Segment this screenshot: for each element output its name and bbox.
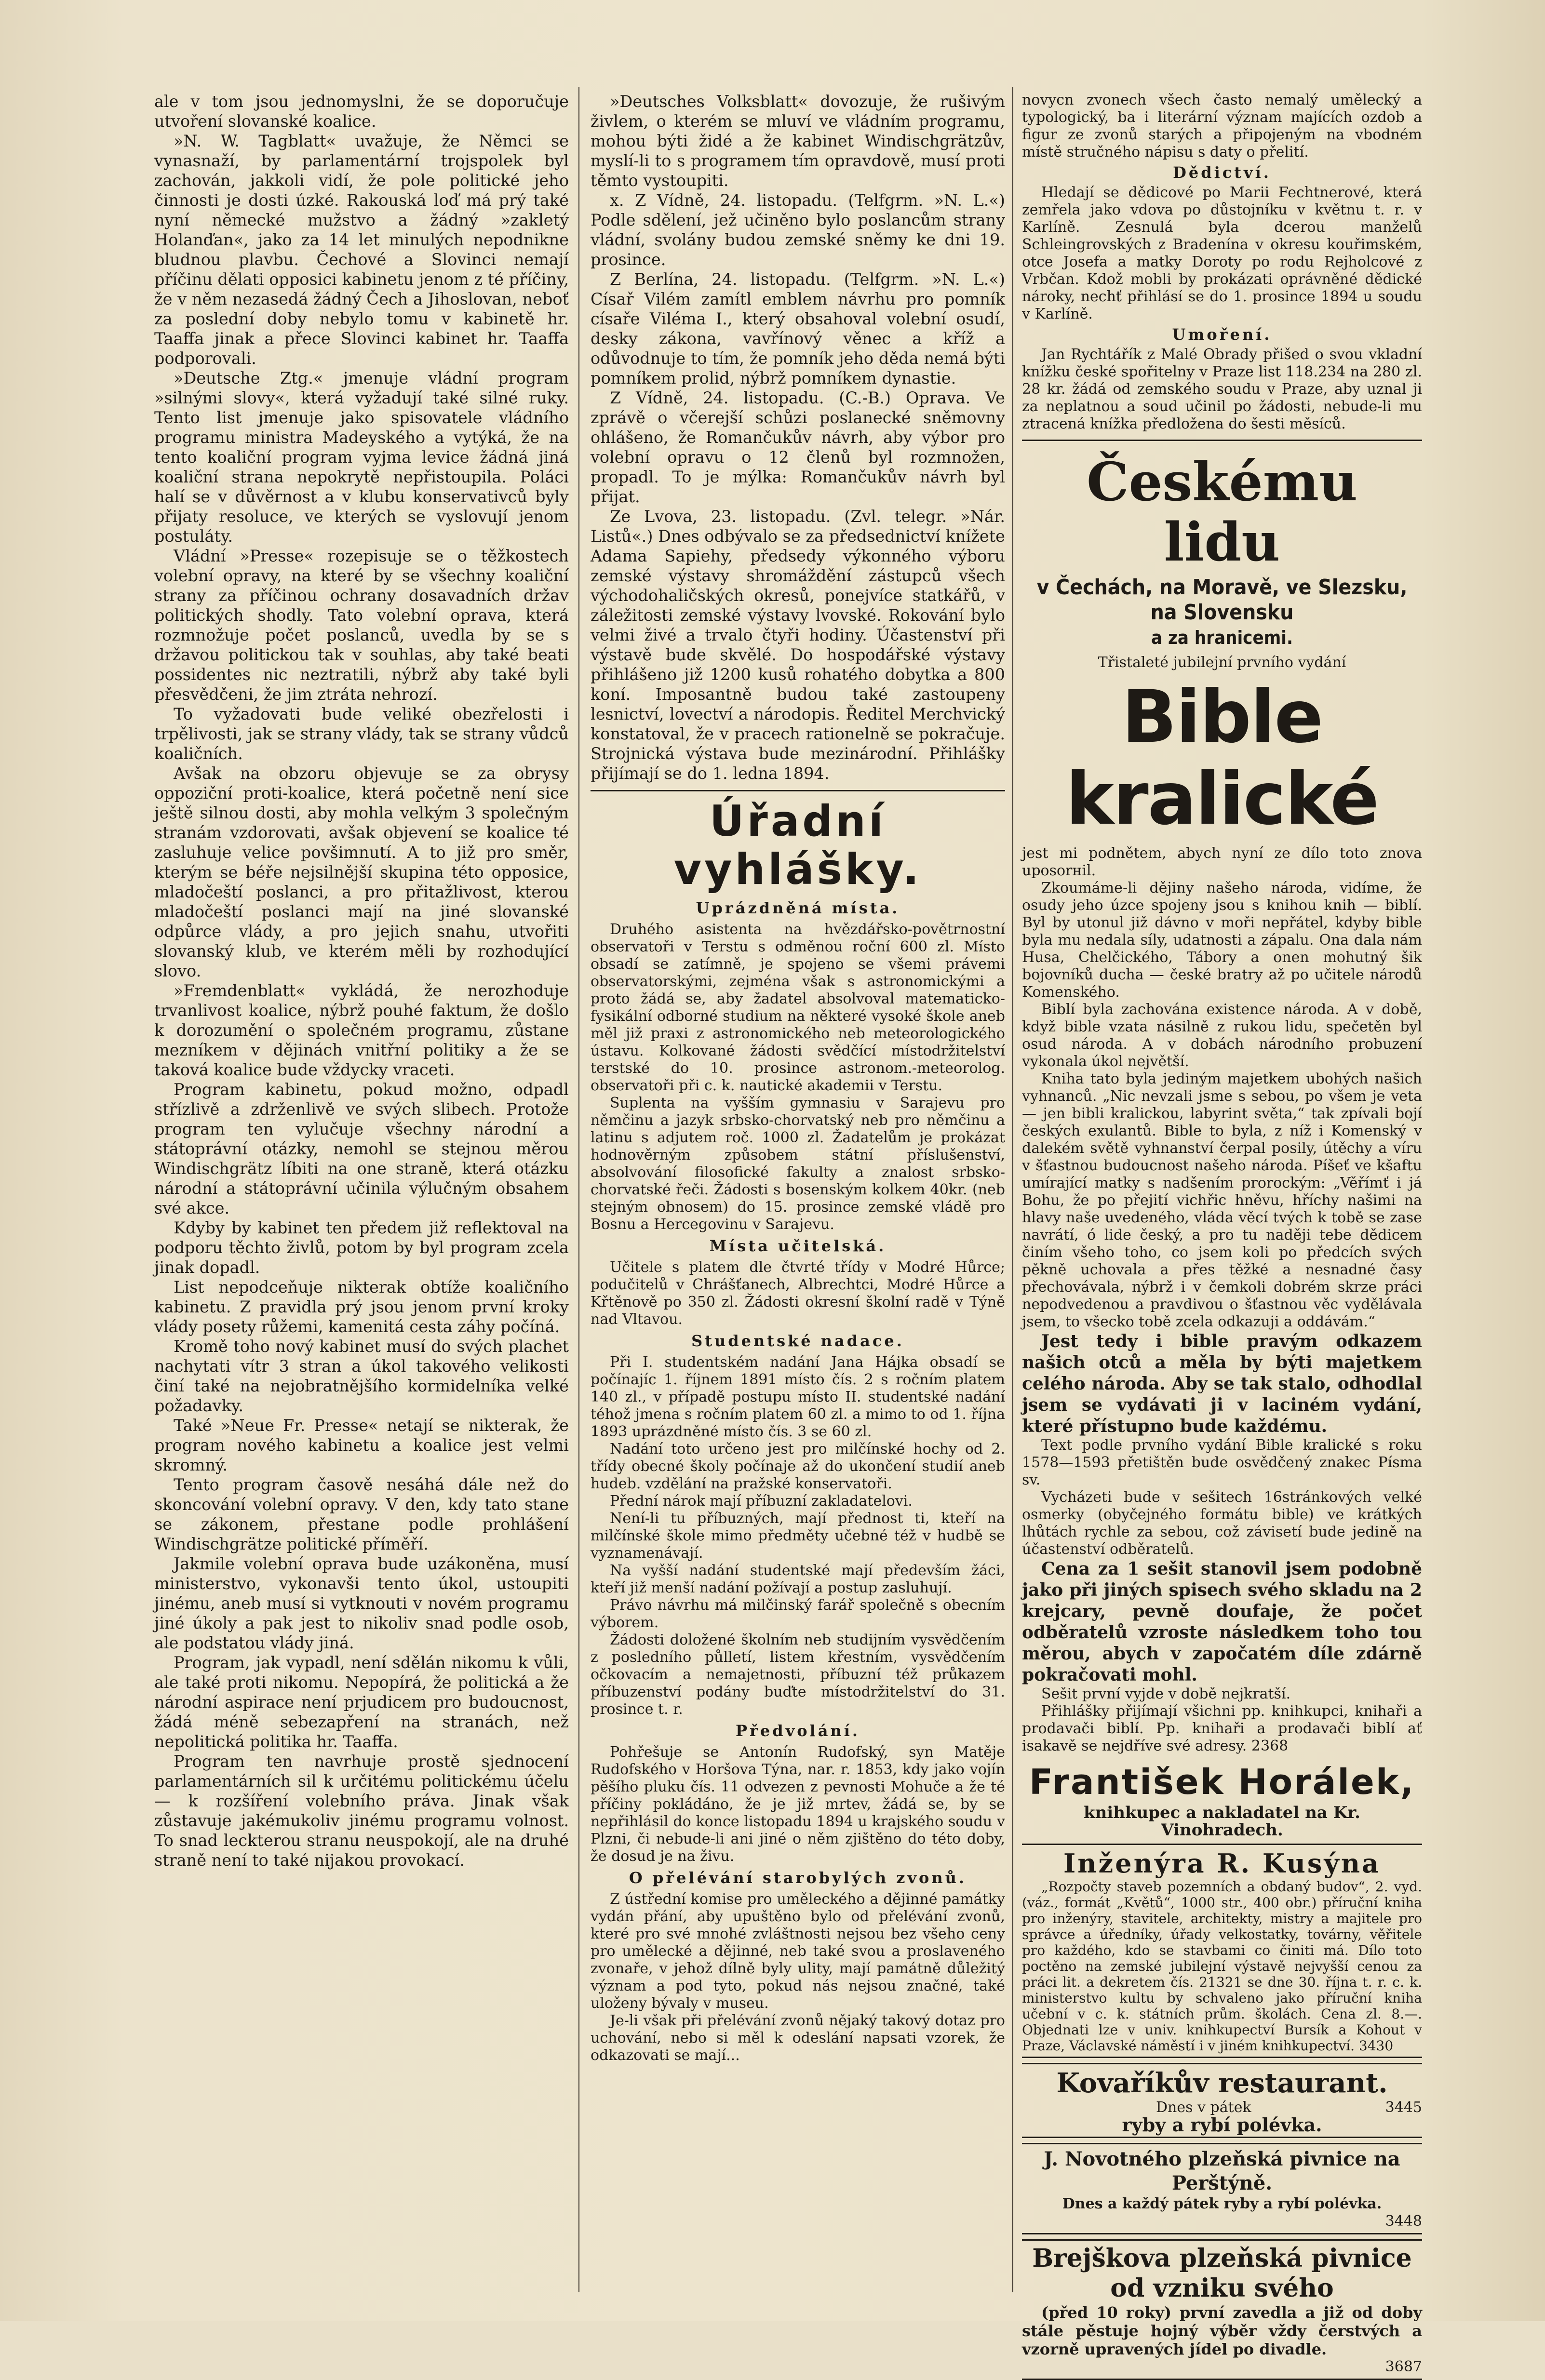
para: x. Z Vídně, 24. listopadu. (Telfgrm. »N. L.«) Podle sdělení, jež učiněno bylo poslancům strany vládní, svolány budou zemské sněmy ke dni 19. prosince. (591, 191, 1005, 269)
para: List nepodceňuje nikterak obtíže koaličního kabinetu. Z pravidla prý jsou jenom první kroky vlády posety růžemi, kamenitá cesta záhy počíná. (154, 1278, 569, 1336)
ad-line: Dnes a každý pátek ryby a rybí polévka. (1062, 2195, 1382, 2212)
para: Program, jak vypadl, není sdělán nikomu k vůli, ale také proti nikomu. Nepopírá, že politická a že národní aspirace není prjudicem pro budoucnost, žádá méně sebezapření na stranách, než nepolitická politika hr. Taaffa. (154, 1653, 569, 1751)
para: Zkoumáme-li dějiny našeho národa, vidíme, že osudy jeho úzce spojeny jsou s knihou knih — biblí. Byl by utonul již dávno v moři nepřátel, kdyby bible byla mu nedala síly, udatnosti a zápalu. Ona dala nám Husa, Chelčického, Tábory a onen mohutný šik bojovníků ducha — české bratry až po učitele národů Komenského. (1022, 880, 1422, 1001)
para: Vládní »Presse« rozepisuje se o těžkostech volební opravy, na které by se všechny koaliční strany za příčinou ochrany dosavadních držav politických shodly. Tato volební oprava, která rozmnožuje počet poslanců, uvedla by se s državou politickou tak v souhlas, aby také beati possidentes nic neztratili, nýbrž aby také byli přesvědčeni, že jim ztráta nehrozí. (154, 547, 569, 704)
ad-heading: Brejškova plzeňská pivnice (1032, 2244, 1412, 2273)
para: Text podle prvního vydání Bible kralické s roku 1578—1593 přetištěn bude osvědčený znakec Písma sv. (1022, 1437, 1422, 1488)
column-middle (591, 92, 1005, 2302)
para: Kdyby by kabinet ten předem již reflektoval na podporu těchto živlů, potom by byl program zcela jinak dopadl. (154, 1218, 569, 1277)
ad-number: 3687 (1385, 2358, 1422, 2375)
para: Jan Rychtářík z Malé Obrady přišed o svou vkladní knížku české spořitelny v Praze list 118.234 na 280 zl. 28 kr. žádá od zemského soudu v Praze, aby uznal ji za neplatnou a soud učinil po žádosti, nebude-li mu ztracená knížka předložena do šesti měsíců. (1022, 346, 1422, 432)
kusyna-ad (1022, 1844, 1422, 2058)
para: Na vyšší nadání studentské mají především žáci, kteří již menší nadání požívají a postup zasluhují. (591, 1562, 1005, 1596)
para: »Deutsches Volksblatt« dovozuje, že rušivým živlem, o kterém se mluví ve vládním programu, mohou býti židé a že kabinet Windischgrätzův, myslí-li to s programem tím opravdově, musí proti těmto vystoupiti. (591, 92, 1005, 190)
para: Právo návrhu má milčinský farář společně s obecním výborem. (591, 1597, 1005, 1631)
para: Při I. studentském nadání Jana Hájka obsadí se počínajíc 1. říjnem 1891 místo čís. 2 s ročním platem 140 zl., v případě postupu místo II. studentské nadání téhož jmena s ročním platem 60 zl. a mimo to od 1. října 1893 uprázdněné místo čís. 3 se 60 zl. (591, 1354, 1005, 1440)
para: jest mi podnětem, abych nyní ze dílo toto znova uposorнil. (1022, 845, 1422, 879)
ad-subtitle: v Čechách, na Moravě, ve Slezsku, na Slovensku (1036, 575, 1408, 625)
para: Přední nárok mají příbuzní zakladatelovi. (610, 1493, 913, 1510)
para: Z Berlína, 24. listopadu. (Telfgrm. »N. L.«) Císař Vilém zamítl emblem návrhu pro pomník císaře Viléma I., který obsahoval volební osudí, desky zákona, vavřínový věnec a kříž a odůvodnuje to tím, že pomník jeho děda nemá býti pomníkem prolid, nýbrž pomníkem dynastie. (591, 270, 1005, 388)
para: Kromě toho nový kabinet musí do svých plachet nachytati vítr 3 stran a úkol takového velikosti činí také na nejobratnějšího kormidelníka velké požadavky. (154, 1337, 569, 1415)
para: Přihlášky přijímají všichni pp. knihkupci, knihaři a prodavači biblí. Pp. knihaři a prodavači biblí ať isakavě se nejdříve své adresy. 2368 (1022, 1703, 1422, 1754)
section-heading: Uprázdněná místa. (696, 899, 900, 917)
section-heading: Studentské nadace. (691, 1332, 904, 1350)
para: ale v tom jsou jednomyslni, že se doporučuje utvoření slovanské koalice. (154, 92, 569, 131)
para: Program kabinetu, pokud možno, odpadl střízlivě a zdrženlivě ve svých slibech. Protože program ten vylučuje všechny národní a státoprávní otázky, nemohl se stejnou měrou Windischgrätz líbiti na one straně, která otázku národní a státoprávní učinila výlučným obsahem své akce. (154, 1080, 569, 1217)
para: Druhého asistenta na hvězdářsko-povětrnostní observatoři v Terstu s odměnou roční 600 zl. Místo obsadí se zatímně, je spojeno se všemi právemi observatorskými, zejména však s astronomickými a proto žádá se, aby žadatel absolvoval matematicko-fysikální odborné studium na některé vysoké škole aneb měl již praxi z astronomického neb meteorologického ústavu. Kolkované žádosti svědčící místodržitelství terstské do 10. prosince astronom.-meteorolog. observatoři při c. k. nautické akademii v Terstu. (591, 921, 1005, 1094)
column-left (154, 92, 569, 2302)
ad-line: ryby a rybí polévka. (1122, 2114, 1322, 2136)
para: Z Vídně, 24. listopadu. (C.-B.) Oprava. Ve zprávě o včerejší schůzi poslanecké sněmovny ohlášeno, že Romančukův návrh, aby výbor pro volební opravu o 12 členů byl rozmnožen, propadl. To je mýlka: Romančukův návrh byl přijat. (591, 388, 1005, 506)
brejska-ad (1022, 2239, 1422, 2380)
section-heading: Dědictví. (1173, 163, 1271, 182)
para: Cena za 1 sešit stanovil jsem podobně jako při jiných spisech svého skladu na 2 krejcary, pevně doufaje, že počet odběratelů vzroste následkem toho tou měrou, abych v započatém díle zdárně pokračovati mohl. (1022, 1559, 1422, 1685)
ad-number: 3448 (1385, 2213, 1422, 2230)
para: Avšak na obzoru objevuje se za obrysy oppoziční proti-koalice, která početně není sice ještě silnou dosti, aby mohla velkým 3 společným stranám vzdorovati, avšak objevení se koalice té zasluhuje velice povšimnutí. A to již pro směr, kterým se béře nejsilnější skupina této opposice, mladočeští poslanci, a pro přitažlivost, kterou mladočeští poslanci mají na jiné slovanské odpůrce vlády, a pro jejich snahu, utvořiti slovanský klub, ve kterém měli by rozhodující slovo. (154, 764, 569, 980)
para: »Fremdenblatt« vykládá, že nerozhoduje trvanlivost koalice, nýbrž pouhé faktum, že došlo k dorozumění o společném programu, zůstane mezníkem v dějinách vnitřní politiky a že se taková koalice bude vždycky vraceti. (154, 981, 569, 1079)
para: Také »Neue Fr. Presse« netají se nikterak, že program nového kabinetu a koalice jest velmi skromný. (154, 1416, 569, 1474)
para: Jakmile volební oprava bude uzákoněna, musí ministerstvo, vykonavši tento úkol, ustoupiti jinému, aneb musí si vytknouti v novém programu jiné úkoly a pak jest to nikoliv snad podle osob, ale podstatou vlády jiná. (154, 1554, 569, 1652)
kovarik-ad (1022, 2063, 1422, 2138)
ad-small: Třistaleté jubilejní prvního vydání (1098, 654, 1346, 671)
para: To vyžadovati bude veliké obezřelosti i trpělivosti, jak se strany vlády, tak se strany vůdců koaličních. (154, 705, 569, 763)
para: Kniha tato byla jediným majetkem ubohých našich vyhnanců. „Nic nevzali jsme s sebou, po všem je veta — jen bibli kralickou, labyrint světa,“ tak zpívali bojí českých exulantů. Bible to byla, z níž i Komenský v dalekém světě vyhnanství čerpal posily, útěchy a víru v šťastnou budoucnost našeho národa. Píšeť ve kšaftu umírající matky s nadšením prorockým: „Věřímť i já Bohu, že po přejití vichřic hněvu, hříchy našimi na hlavy naše uvedeného, vláda věcí tvých k tobě se zase navrátí, ó lide český, a pro tu naději tebe dědicem činím všeho toho, co jsem koli po předcích svých pěkně uchovala a přes těžké a nesnadné časy přechovávala, nýbrž i v čemkoli dobrém skrze práci nepodvedenou a pravdivou o šťastnou věc vydělávala jsem, to všecko tobě zcela odkazuji a oddávám.“ (1022, 1070, 1422, 1330)
para: Pohřešuje se Antonín Rudofský, syn Matěje Rudofského v Horšova Týna, nar. r. 1853, kdy jako vojín pěšího pluku čís. 11 odvezen z pevnosti Mohuče a že té příčiny pokládáno, že je již mrtev, žádá se, by se nepřihlásil do konce listopadu 1894 u krajského soudu v Plzni, či nebude-li ani jiné o něm zjištěno do této doby, že dosud je na živu. (591, 1744, 1005, 1865)
ad-line-text: Dnes v pátek (1156, 2099, 1251, 2116)
publisher-sub: knihkupec a nakladatel na Kr. Vinohradech. (1084, 1803, 1360, 1840)
para: Z ústřední komise pro uměleckého a dějinné památky vydán přání, aby upuštěno bylo od přelévání zvonů, které pro své mnohé zvláštnosti nejsou bez všeho ceny pro umělecké a dějinné, neb také svou a proslaveného zvonaře, v jehož dílně byly ulity, mají památně důležitý význam a pod tyto, pokud nás nejsou značné, také uloženy bývaly v museu. (591, 1891, 1005, 2012)
para: „Rozpočty staveb pozemních a obdaný budov“, 2. vyd. (váz., formát „Květů“, 1000 str., 400 obr.) příruční kniha pro inženýry, stavitele, architekty, mistry a majitele pro správce a úředníky, úřady velkostatky, továrny, věřitele pro každého, kdo se stavbami co činiti má. Dílo toto poctěno na zemské jubilejní výstavě nejvyšší cenou za práci lit. a dekretem čís. 21321 se dne 30. října t. r. c. k. ministerstvo kultu by schvaleno jako příruční kniha učební v c. k. státních prům. školách. Cena zl. 8.—. Objednati lze v univ. knihkupectví Bursík a Kohout v Praze, Václavské náměstí i v jiném knihkupectví. 3430 (1022, 1879, 1422, 2054)
para: Biblí byla zachována existence národa. A v době, když bible vzata násilně z rukou lidu, spečetěn byl osud národa. A v dobách národního probuzení vykonala úkol největší. (1022, 1001, 1422, 1070)
novotny-ad (1022, 2143, 1422, 2234)
section-heading: Umoření. (1172, 325, 1272, 344)
publisher-name: František Horálek, (1029, 1762, 1415, 1802)
para: (před 10 roky) první zavedla a již od doby stále pěstuje hojný výběr vždy čerstvých a vzorně upravených jídel po divadle. (1022, 2303, 1422, 2358)
section-heading: O přelévání starobylých zvonů. (629, 1869, 967, 1887)
ad-subtitle-2: a za hranicemi. (1151, 627, 1293, 648)
para: Žádosti doložené školním neb studijním vysvědčením z posledního půlletí, listem křestním, vysvědčením očkovacím a nemajetnosti, příbuzní též průkazem příbuzenství podány buďte místodržitelství do 31. prosince t. r. (591, 1631, 1005, 1718)
para: Program ten navrhuje prostě sjednocení parlamentárních sil k určitému politickému účelu — k rozšíření volebního práva. Jinak však zůstavuje jakémukoliv jinému programu volnost. To snad leckterou stranu neuspokojí, ale na druhé straně není to také nijakou provokací. (154, 1752, 569, 1870)
para: Ze Lvova, 23. listopadu. (Zvl. telegr. »Nár. Listů«.) Dnes odbývalo se za předsednictví knížete Adama Sapiehy, předsedy výkonného výboru zemské výstavy shromáždění zástupců všech východohaličských okresů, ponejvíce statkářů, v záležitosti zemské výstavy lvovské. Rokování bylo velmi živé a trvalo čtyři hodiny. Účastenství při výstavě bude skvělé. Do hospodářské výstavy přihlášeno již 1200 kusů rohatého dobytka a 800 koní. Imposantně budou také zastoupeny lesnictví, lovectví a národopis. Ředitel Merchvický konstatoval, že v pracech rationelně se pokračuje. Strojnická výstava bude mezinárodní. Přihlášky přijímají se do 1. ledna 1894. (591, 507, 1005, 783)
para: »Deutsche Ztg.« jmenuje vládní program »silnými slovy«, která vyžadují také silné ruky. Tento list jmenuje jako spisovatele vládního programu ministra Madeyského a vytýká, že na tento koaliční program vyjma levice žádná jiná koaliční strana nepokrytě nepřistoupila. Poláci halí se v důvěrnost a v klubu konservativců byly přijaty resoluce, ve kterých se vyslovují jenom postuláty. (154, 369, 569, 546)
column-rule-2 (1012, 87, 1013, 2292)
ad-bible-title: Bible kralické (1065, 675, 1379, 841)
ad-number: 3445 (1385, 2099, 1422, 2116)
para: Tento program časově nesáhá dále než do skoncování volební opravy. V den, kdy tato stane se zákonem, přestane podle prohlášení Windischgrätze politické příměří. (154, 1475, 569, 1553)
section-heading: Předvolání. (735, 1722, 860, 1740)
notices-heading: Úřadní vyhlášky. (591, 790, 1005, 894)
para: Jest tedy i bible pravým odkazem našich otců a měla by býti majetkem celého národa. Aby se tak stalo, odhodlal jsem se vydávati ji v laciném vydání, které přístupno bude každému. (1022, 1331, 1422, 1436)
ad-heading: Inženýra R. Kusýna (1063, 1848, 1381, 1879)
para: Sešit první vyjde v době nejkratší. (1041, 1685, 1291, 1702)
column-right (1022, 92, 1422, 2375)
para: Suplenta na vyšším gymnasiu v Sarajevu pro němčinu a jazyk srbsko-chorvatský neb pro němčinu a latinu s adjutem roč. 1000 zl. Žadatelům je prokázat hodnověrným způsobem státní příslušenství, absolvování filosofické fakulty a znalost srbsko-chorvatské řeči. Žádosti s bosenským kolkem 40kr. (neb stejným obnosem) do 15. prosince zemské vládě pro Bosnu a Hercegovinu v Sarajevu. (591, 1095, 1005, 1233)
para: Učitele s platem dle čtvrté třídy v Modré Hůrce; podučitelů v Chrášťanech, Albrechtci, Modré Hůrce a Křtěnově po 350 zl. Žádosti okresní školní radě v Týně nad Vltavou. (591, 1259, 1005, 1328)
para: Hledají se dědicové po Marii Fechtnerové, která zemřela jako vdova po důstojníku v květnu t. r. v Karlíně. Zesnulá byla dcerou manželů Schleingrovských z Bradenína v okresu kouřimském, otce Josefa a matky Doroty po rodu Rejholcové z Vrbčan. Kdož mobli by prokázati oprávněné dědické nároky, nechť přihlásí se do 1. prosince 1894 u soudu v Karlíně. (1022, 184, 1422, 322)
section-heading: Místa učitelská. (709, 1237, 887, 1255)
bible-ad (1022, 440, 1422, 1839)
ad-heading: Kovaříkův restaurant. (1056, 2067, 1388, 2099)
ad-title: Českému lidu (1086, 451, 1358, 573)
column-rule-1 (578, 87, 579, 2292)
ad-heading: J. Novotného plzeňská pivnice na Perštýně. (1044, 2148, 1400, 2194)
ad-line: od vzniku svého (1110, 2273, 1334, 2303)
para: Nadání toto určeno jest pro milčínské hochy od 2. třídy obecné školy počínaje až do ukončení studií aneb hudeb. vzdělání na pražské konservatoři. (591, 1441, 1005, 1492)
para: Vycházeti bude v sešitech 16stránkových velké osmerky (obyčejného formátu bible) ve krátkých lhůtách rychle za sebou, což závisetí bude jedině na účastenství odběratelů. (1022, 1489, 1422, 1558)
para: Je-li však při přelévání zvonů nějaký takový dotaz pro uchování, nebo si měl k odeslání napsati vzorek, že odkazovati se mají... (591, 2012, 1005, 2064)
para: »N. W. Tagblatt« uvažuje, že Němci se vynasnaží, by parlamentární trojspolek byl zachován, jakkoli vidí, že pole politické jeho činnosti je dosti úzké. Rakouská loď má prý také nyní německé mužstvo a žádný »zakletý Holanďan«, jako za 14 let minulých nepodniknе bludnou plavbu. Čechové a Slovinci nemají příčinu dělati opposici kabinetu jenom z té příčiny, že v něm nezasedá žádný Čech a Jihoslovan, neboť za poslední doby nebylo tomu v kabinetě hr. Taaffa jinak a přece Slovinci kabinet hr. Taaffa podporovali. (154, 132, 569, 368)
para: novycn zvonech všech často nemalý umělecký a typologický, ba i literární význam majících ozdob a figur ze zvonů starých a připojeným na vbodném místě stručného nápisu s daty o přelití. (1022, 92, 1422, 160)
para: Není-li tu příbuzných, mají přednost ti, kteří na milčínské škole mimo předměty učebné též v hudbě se vyznamenávají. (591, 1510, 1005, 1562)
